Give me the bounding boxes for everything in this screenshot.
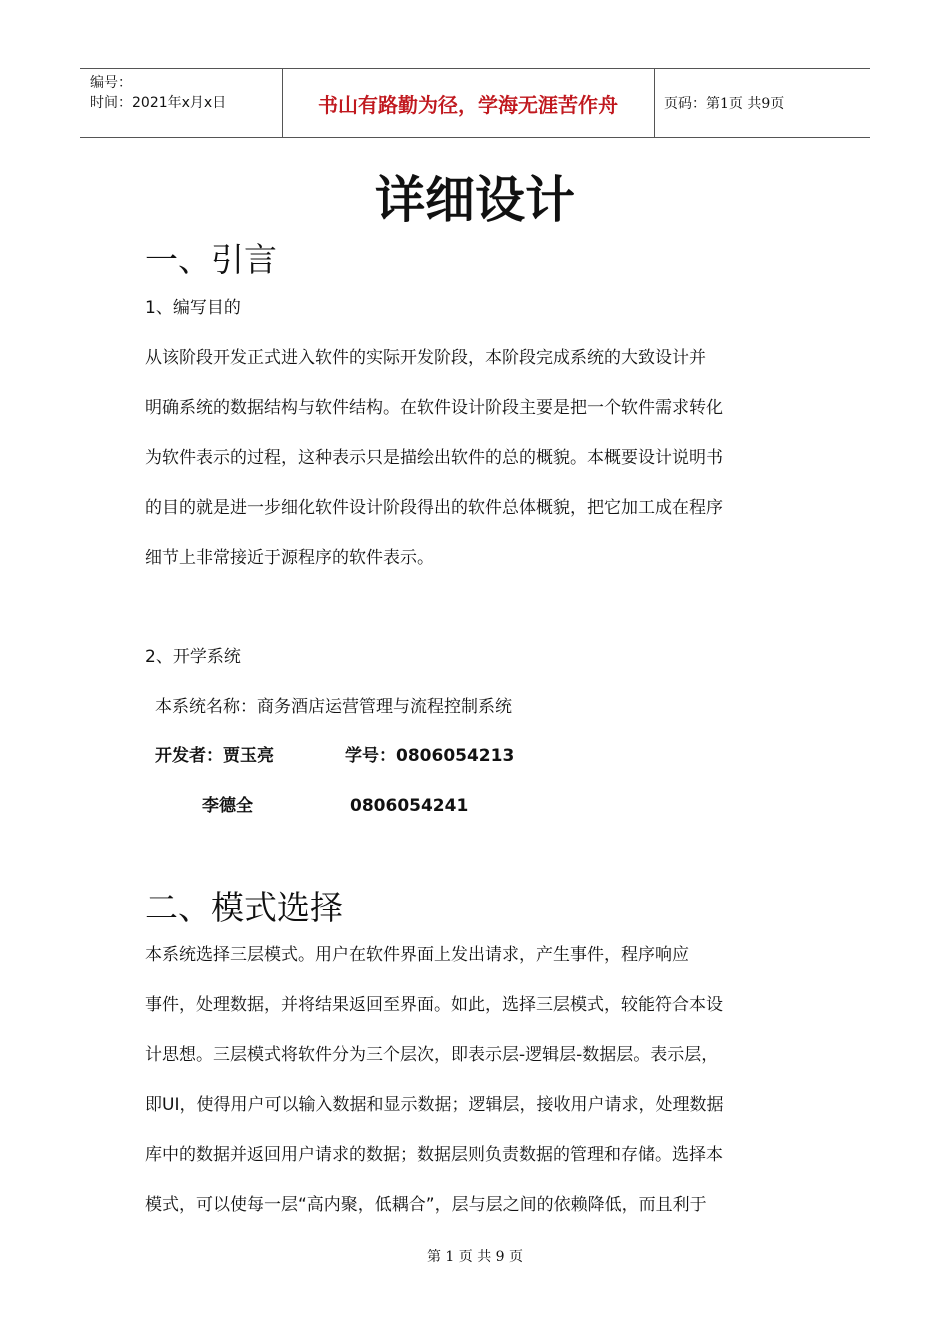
paragraph-line: 的目的就是进一步细化软件设计阶段得出的软件总体概貌，把它加工成在程序 — [145, 498, 723, 518]
section-1-heading: 一、引言 — [145, 240, 277, 279]
paragraph-line: 为软件表示的过程，这种表示只是描绘出软件的总的概貌。本概要设计说明书 — [145, 448, 723, 468]
paragraph-line: 模式，可以使每一层“高内聚，低耦合”，层与层之间的依赖降低，而且利于 — [145, 1195, 707, 1215]
header-motto: 书山有路勤为径，学海无涯苦作舟 — [318, 93, 618, 117]
section-2-heading: 二、模式选择 — [145, 888, 343, 927]
system-name: 本系统名称：商务酒店运营管理与流程控制系统 — [155, 697, 512, 717]
paragraph-line: 事件，处理数据，并将结果返回至界面。如此，选择三层模式，较能符合本设 — [145, 995, 723, 1015]
paragraph-line: 即UI，使得用户可以输入数据和显示数据；逻辑层，接收用户请求，处理数据 — [145, 1095, 724, 1115]
paragraph-line: 本系统选择三层模式。用户在软件界面上发出请求，产生事件，程序响应 — [145, 945, 689, 965]
developer-1: 开发者：贾玉亮 — [155, 746, 274, 766]
page-header — [80, 68, 870, 138]
student-id-2: 0806054241 — [350, 796, 469, 816]
paragraph-line: 明确系统的数据结构与软件结构。在软件设计阶段主要是把一个软件需求转化 — [145, 398, 723, 418]
number-label: 编号： — [90, 75, 132, 91]
paragraph-line: 计思想。三层模式将软件分为三个层次，即表示层-逻辑层-数据层。表示层， — [145, 1045, 719, 1065]
subsection-1-heading: 1、编写目的 — [145, 298, 241, 318]
developer-2: 李德全 — [202, 796, 253, 816]
paragraph-line: 库中的数据并返回用户请求的数据；数据层则负责数据的管理和存储。选择本 — [145, 1145, 723, 1165]
document-title: 详细设计 — [375, 170, 575, 229]
paragraph-line: 从该阶段开发正式进入软件的实际开发阶段，本阶段完成系统的大致设计并 — [145, 348, 706, 368]
time-label: 时间：2021年x月x日 — [90, 95, 227, 111]
paragraph-line: 细节上非常接近于源程序的软件表示。 — [145, 548, 434, 568]
page-footer: 第 1 页 共 9 页 — [426, 1249, 524, 1265]
header-page-number: 页码：第1页 共9页 — [664, 96, 785, 112]
subsection-2-heading: 2、开学系统 — [145, 647, 241, 667]
student-id-1: 学号：0806054213 — [345, 746, 515, 766]
header-divider — [654, 69, 655, 137]
header-meta — [90, 73, 226, 113]
